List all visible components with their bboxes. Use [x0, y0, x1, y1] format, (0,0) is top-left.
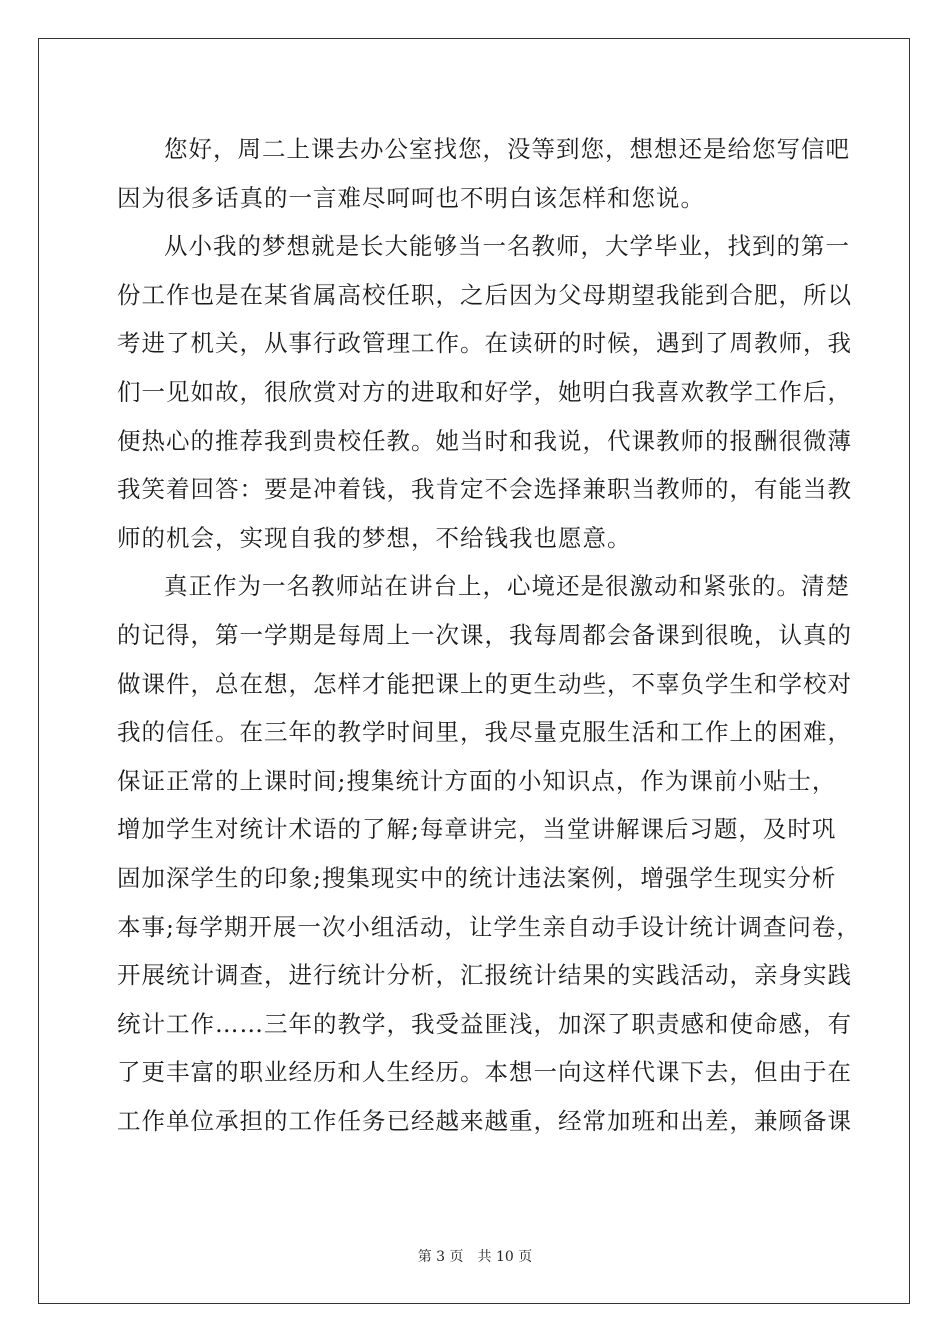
document-body [117, 125, 861, 1145]
text-line: 考进了机关，从事行政管理工作。在读研的时候，遇到了周教师，我 [117, 329, 852, 358]
text-line: 从小我的梦想就是长大能够当一名教师，大学毕业，找到的第一 [164, 232, 850, 261]
text-line: 便热心的推荐我到贵校任教。她当时和我说，代课教师的报酬很微薄 [117, 426, 852, 455]
text-line: 固加深学生的印象;搜集现实中的统计违法案例，增强学生现实分析 [117, 863, 837, 892]
text-line: 增加学生对统计术语的了解;每章讲完，当堂讲解课后习题，及时巩 [117, 815, 837, 844]
text-line: 们一见如故，很欣赏对方的进取和好学，她明白我喜欢教学工作后， [117, 377, 852, 406]
text-line: 做课件，总在想，怎样才能把课上的更生动些，不辜负学生和学校对 [117, 669, 852, 698]
text-line: 的记得，第一学期是每周上一次课，我每周都会备课到很晚，认真的 [117, 620, 852, 649]
text-line: 因为很多话真的一言难尽呵呵也不明白该怎样和您说。 [117, 183, 705, 212]
text-line: 份工作也是在某省属高校任职，之后因为父母期望我能到合肥，所以 [117, 280, 852, 309]
text-line: 您好，周二上课去办公室找您，没等到您，想想还是给您写信吧 [164, 135, 850, 163]
text-line: 工作单位承担的工作任务已经越来越重，经常加班和出差，兼顾备课 [117, 1106, 852, 1135]
text-line: 保证正常的上课时间;搜集统计方面的小知识点，作为课前小贴士， [117, 766, 837, 795]
text-line: 我笑着回答：要是冲着钱，我肯定不会选择兼职当教师的，有能当教 [117, 475, 852, 504]
text-line: 统计工作……三年的教学，我受益匪浅，加深了职责感和使命感，有 [117, 1009, 852, 1038]
text-line: 本事;每学期开展一次小组活动，让学生亲自动手设计统计调查问卷， [117, 912, 861, 941]
text-line: 了更丰富的职业经历和人生经历。本想一向这样代课下去，但由于在 [117, 1058, 852, 1087]
page-number-footer: 第 3 页 共 10 页 [417, 1249, 533, 1265]
text-line: 真正作为一名教师站在讲台上，心境还是很激动和紧张的。清楚 [164, 572, 850, 601]
text-line: 开展统计调查，进行统计分析，汇报统计结果的实践活动，亲身实践 [117, 961, 852, 990]
text-line: 师的机会，实现自我的梦想，不给钱我也愿意。 [117, 523, 632, 552]
text-line: 我的信任。在三年的教学时间里，我尽量克服生活和工作上的困难， [117, 718, 852, 747]
